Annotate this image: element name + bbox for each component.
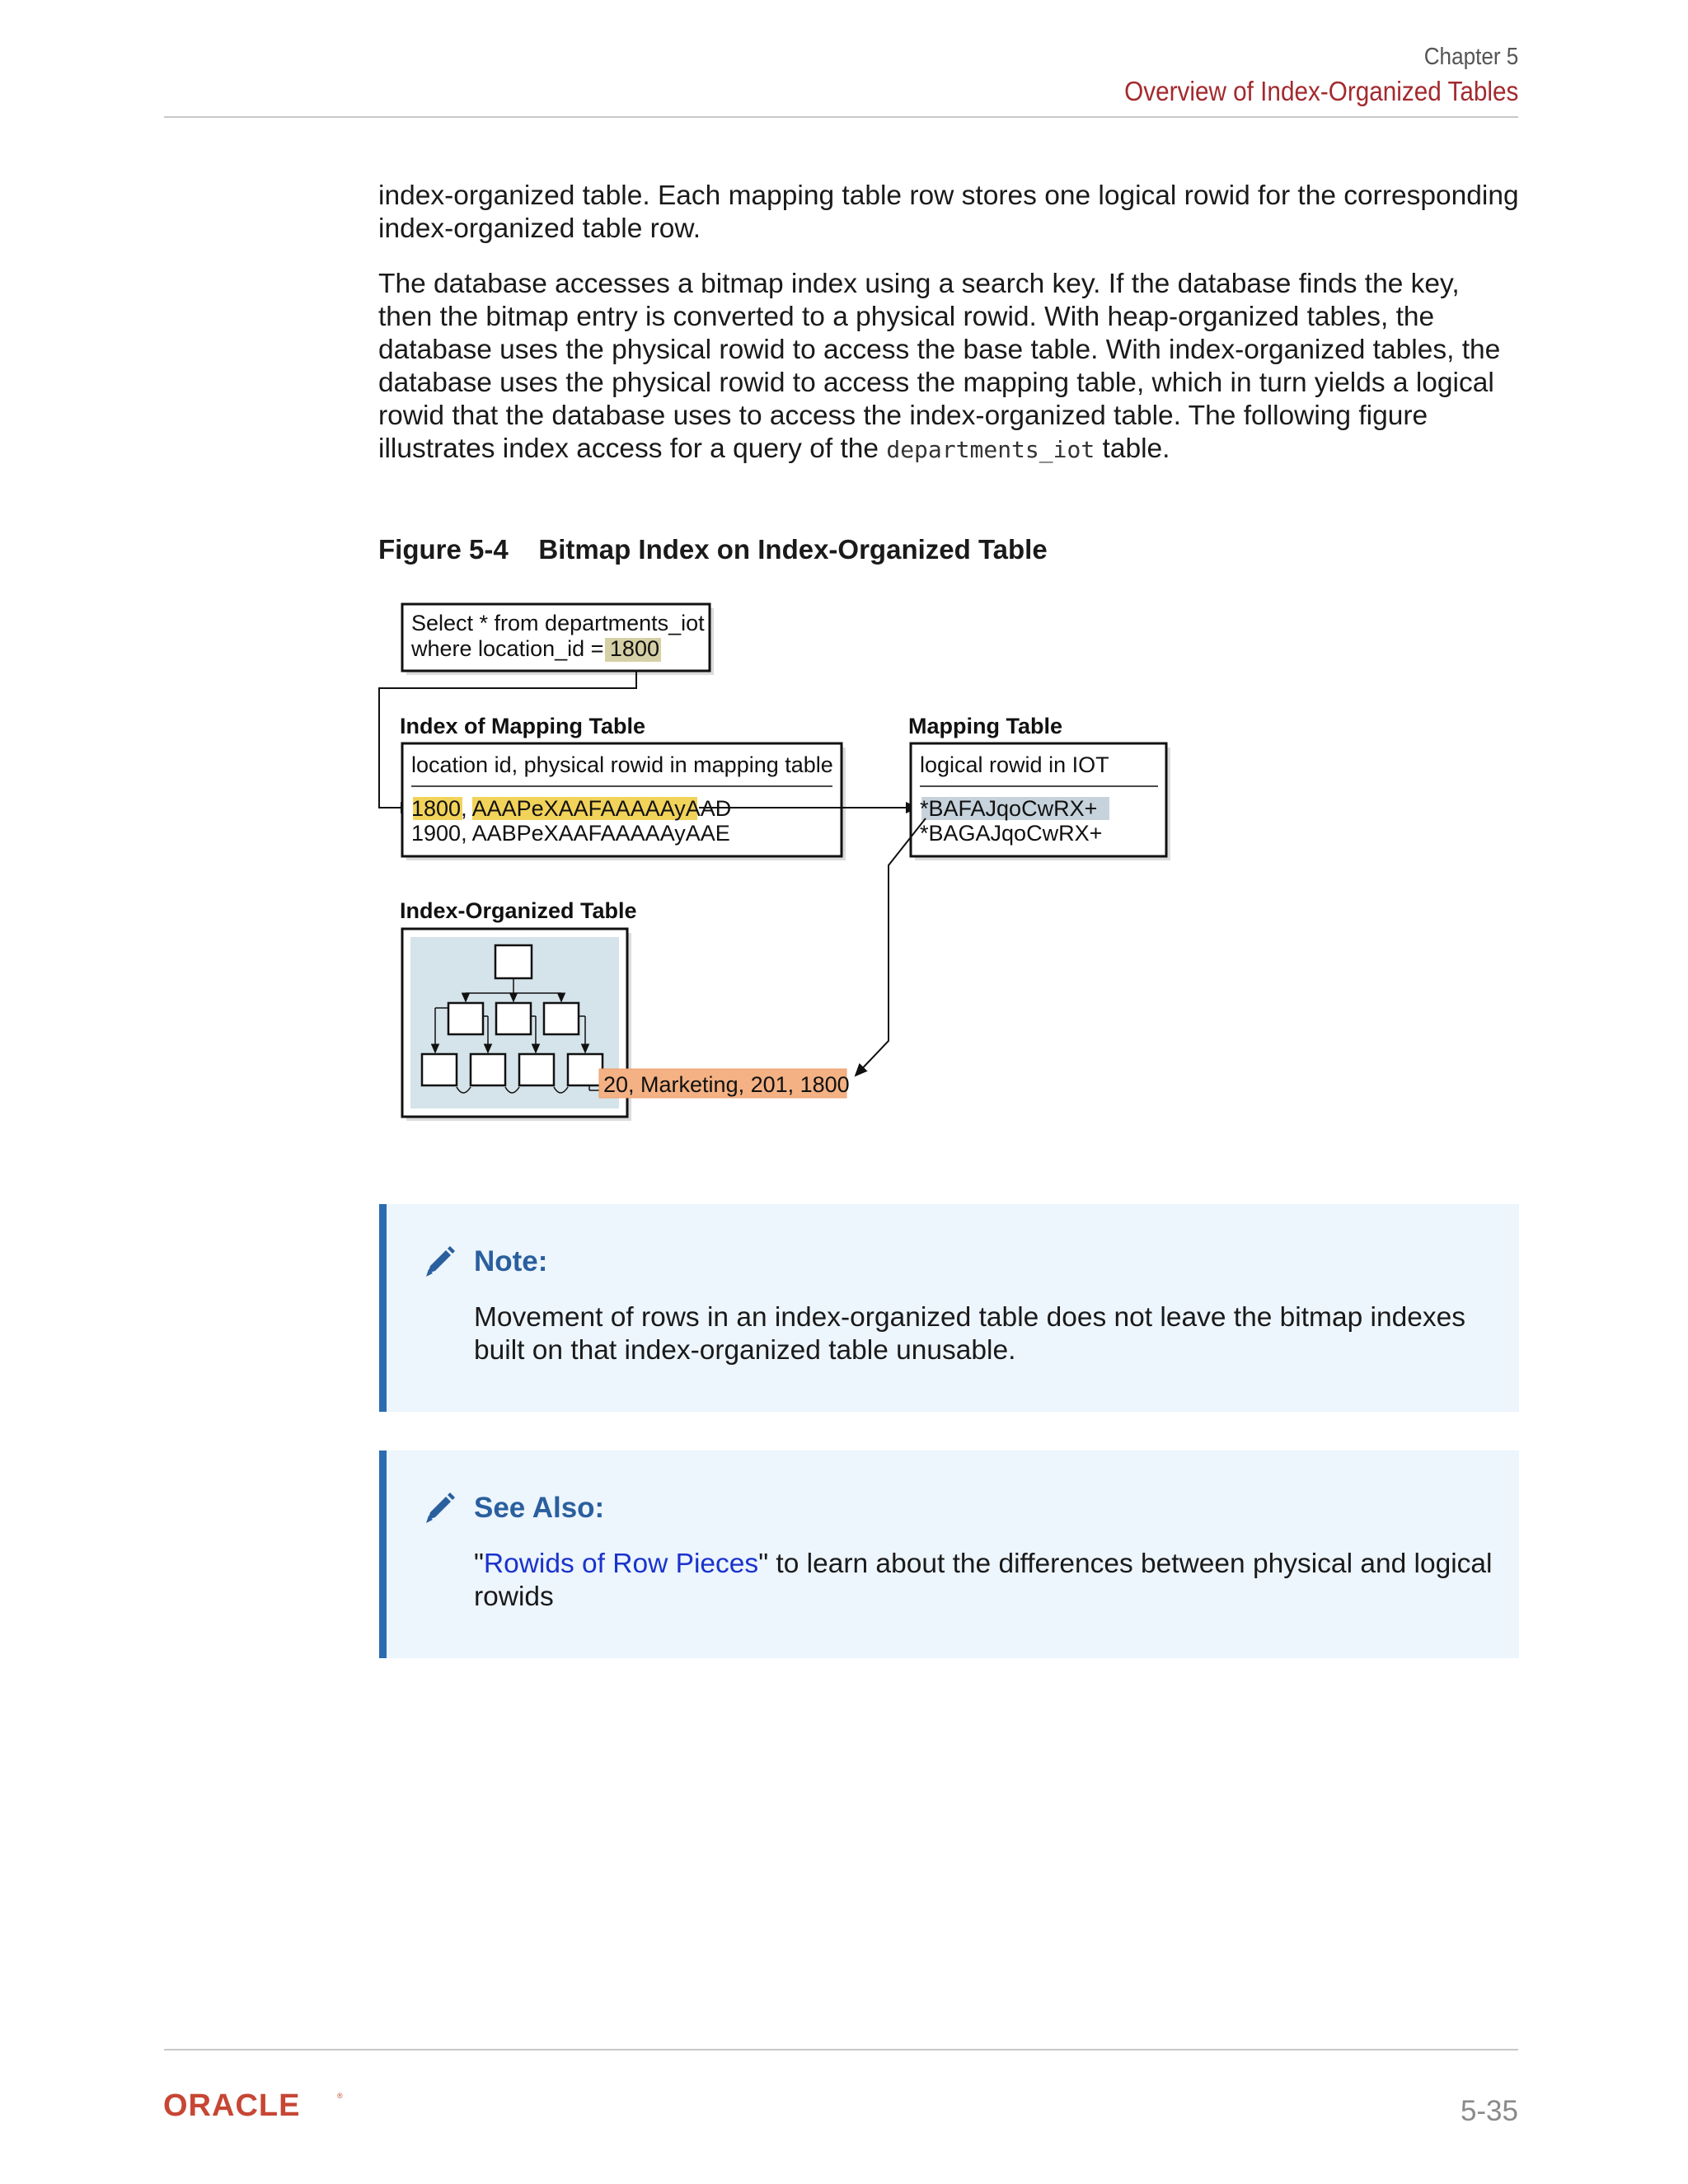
index-table-box: [402, 743, 846, 860]
paragraph-bitmap-access: [378, 268, 1520, 466]
chapter-label: Chapter 5: [1423, 44, 1518, 70]
paragraph-mapping-table: index-organized table. Each mapping table row stores one logical rowid for the corresponding index-organized table row.: [378, 180, 1519, 244]
oracle-logo-text: ORACLE: [163, 2090, 301, 2120]
note-text: Movement of rows in an index-organized table does not leave the bitmap indexes built on that index-organized table unusable.: [474, 1302, 1465, 1366]
pencil-icon: [421, 1490, 457, 1526]
figure-caption: [378, 534, 1048, 565]
iot-tree-box: [402, 929, 631, 1121]
paragraph-text: The database accesses a bitmap index using a search key. If the database finds the key, then the bitmap entry is converted to a physical rowid. With heap-organized tables, the database uses the physical rowid to access the base table. With index-organized tables, the database uses the physical rowid to access the mapping table, which in turn yields a logical rowid that the database uses to access the index-organized table. The following figure illustrates index access for a query of the: [378, 269, 1501, 464]
header-divider: [164, 116, 1518, 118]
mapping-row-2: *BAGAJqoCwRX+: [920, 821, 1103, 846]
see-also-text: [474, 1548, 1496, 1614]
mapping-table-title: Mapping Table: [908, 714, 1062, 738]
index-row-1-rowid: AAAPeXAAFAAAAAyAAD: [471, 796, 732, 821]
iot-title: Index-Organized Table: [400, 898, 637, 923]
query-value: 1800: [609, 636, 659, 661]
query-line-1: Select * from departments_iot: [411, 611, 705, 635]
index-row-2: 1900, AABPeXAAFAAAAAyAAE: [411, 821, 730, 846]
paragraph-text-end: table.: [1095, 434, 1170, 464]
footer-divider: [164, 2049, 1518, 2050]
mapping-table-box: [911, 743, 1170, 860]
figure-number: Figure 5-4: [378, 534, 509, 565]
pencil-icon: [421, 1244, 457, 1280]
bitmap-index-diagram: [354, 589, 1203, 1137]
index-header: location id, physical rowid in mapping table: [411, 752, 833, 777]
rowids-of-row-pieces-link[interactable]: Rowids of Row Pieces: [483, 1549, 759, 1579]
see-also-title: See Also:: [474, 1492, 605, 1524]
index-table-title: Index of Mapping Table: [400, 714, 646, 738]
code-departments-iot: departments_iot: [886, 436, 1095, 463]
note-title: Note:: [474, 1245, 548, 1277]
mapping-header: logical rowid in IOT: [920, 752, 1109, 777]
quote-open: ": [474, 1549, 484, 1579]
query-box: [402, 604, 714, 675]
section-title: Overview of Index-Organized Tables: [1123, 76, 1518, 106]
page-header: [1081, 43, 1518, 109]
iot-row-text: 20, Marketing, 201, 1800: [603, 1072, 850, 1097]
index-row-1: [411, 796, 731, 821]
query-line-2: [410, 636, 659, 661]
svg-text:®: ®: [337, 2092, 343, 2100]
see-also-rest: " to learn about the differences between physical and logical rowids: [474, 1549, 1493, 1612]
page-number: 5-35: [1460, 2095, 1518, 2127]
mapping-row-1: *BAFAJqoCwRX+: [920, 796, 1098, 821]
figure-title: Bitmap Index on Index-Organized Table: [538, 534, 1048, 565]
note-box: [379, 1204, 1519, 1412]
iot-row-label: [589, 1069, 850, 1098]
oracle-logo: [163, 2090, 353, 2120]
see-also-box: [379, 1451, 1519, 1658]
index-row-1-key: 1800,: [411, 796, 467, 821]
query-line-2-prefix: where location_id =: [411, 636, 610, 661]
